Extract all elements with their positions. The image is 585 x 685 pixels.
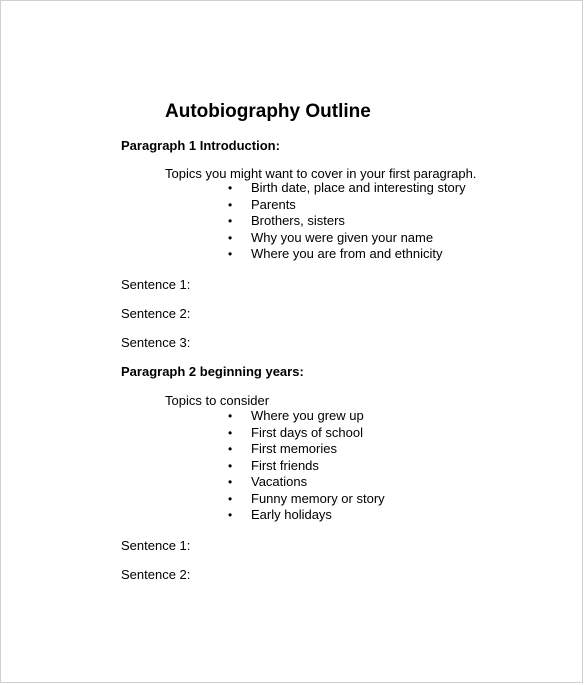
bullet-icon: •	[228, 181, 233, 195]
bullet-icon: •	[228, 247, 233, 261]
list-item	[228, 425, 385, 442]
list-item	[228, 507, 385, 524]
list-item-text: Early holidays	[251, 507, 332, 522]
list-item-text: Vacations	[251, 474, 308, 489]
bullet-icon: •	[228, 425, 233, 440]
bullet-icon: •	[228, 214, 233, 228]
list-item	[228, 408, 385, 425]
list-item	[228, 213, 466, 230]
list-item	[228, 474, 385, 491]
list-item-text: Birth date, place and interesting story	[251, 180, 466, 195]
list-item	[228, 230, 466, 247]
list-item-text: First memories	[251, 441, 337, 456]
paragraph-2-heading: Paragraph 2 beginning years:	[121, 364, 304, 379]
paragraph-1-intro: Topics you might want to cover in your first paragraph.	[165, 166, 477, 181]
list-item	[228, 491, 385, 508]
bullet-icon: •	[228, 409, 233, 423]
bullet-icon: •	[228, 197, 233, 212]
list-item	[228, 197, 466, 214]
list-item-text: Funny memory or story	[251, 490, 385, 506]
list-item-text: Brothers, sisters	[251, 213, 345, 228]
list-item	[228, 441, 385, 458]
paragraph-1-sentence-1: Sentence 1:	[121, 277, 191, 292]
paragraph-1-topic-list	[228, 180, 466, 263]
paragraph-1-sentence-3: Sentence 3:	[121, 335, 191, 350]
bullet-icon: •	[228, 458, 233, 473]
list-item-text: Parents	[251, 196, 296, 212]
list-item-text: Why you were given your name	[251, 229, 434, 245]
document-title: Autobiography Outline	[165, 101, 371, 122]
list-item	[228, 246, 466, 263]
bullet-icon: •	[228, 475, 233, 489]
list-item-text: First friends	[251, 457, 319, 473]
bullet-icon: •	[228, 508, 233, 522]
paragraph-1-sentence-2: Sentence 2:	[121, 306, 191, 321]
paragraph-1-heading: Paragraph 1 Introduction:	[121, 138, 280, 153]
list-item-text: First days of school	[251, 424, 363, 440]
list-item	[228, 458, 385, 475]
list-item-text: Where you grew up	[251, 408, 364, 423]
paragraph-2-sentence-1: Sentence 1:	[121, 538, 191, 553]
bullet-icon: •	[228, 442, 233, 456]
bullet-icon: •	[228, 230, 233, 245]
paragraph-2-topic-list	[228, 408, 385, 524]
paragraph-2-sentence-2: Sentence 2:	[121, 567, 191, 582]
list-item	[228, 180, 466, 197]
list-item-text: Where you are from and ethnicity	[251, 246, 443, 261]
bullet-icon: •	[228, 491, 233, 506]
paragraph-2-intro: Topics to consider	[165, 393, 270, 408]
